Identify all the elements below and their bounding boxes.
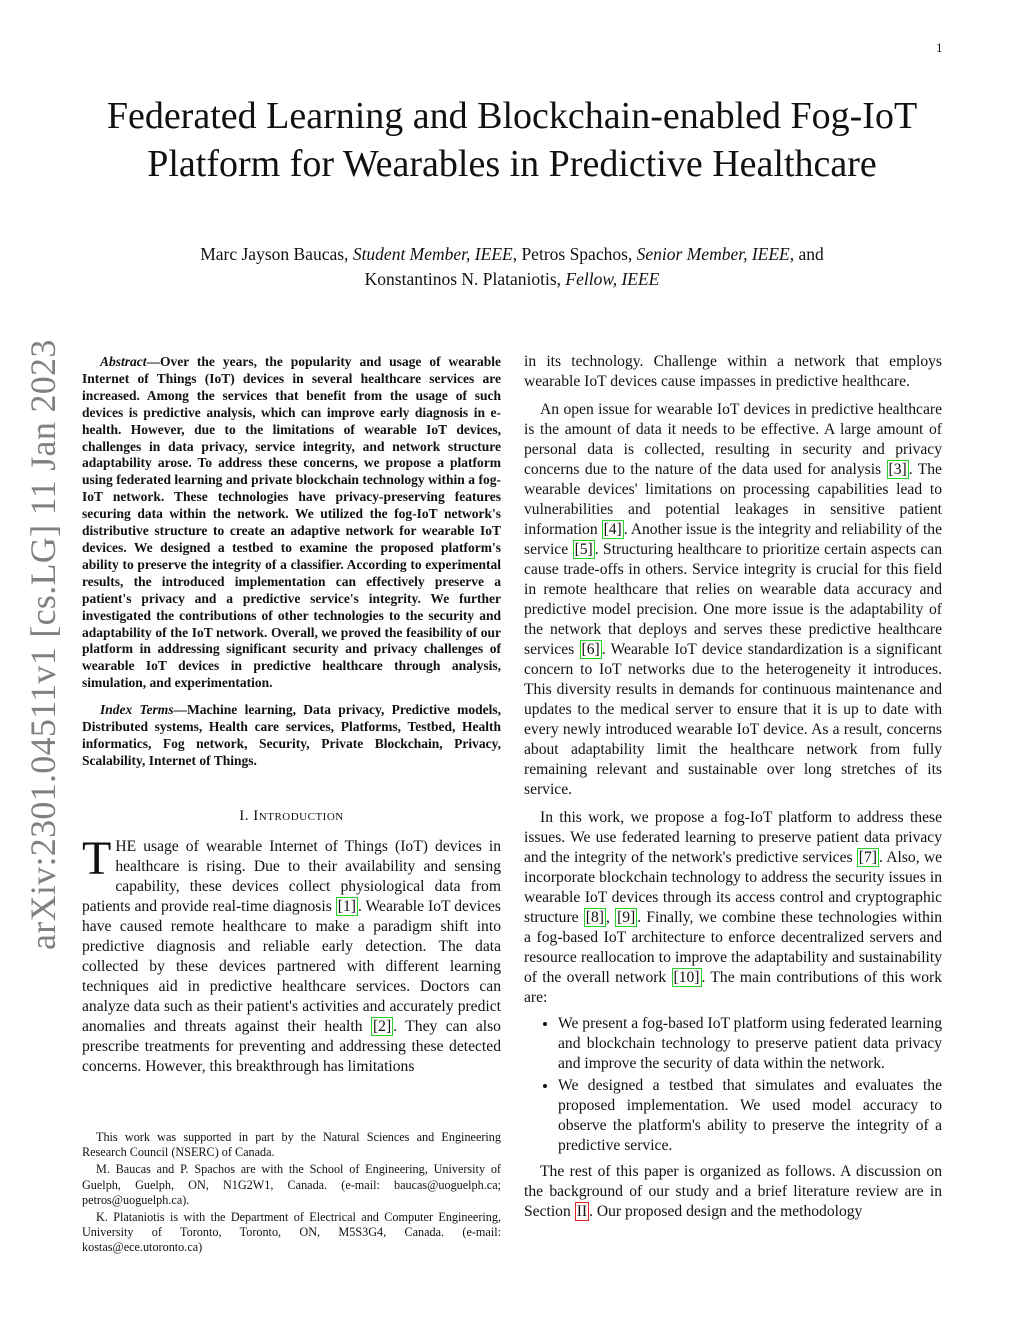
abstract <box>82 354 501 692</box>
footnote: K. Plataniotis is with the Department of Electrical and Computer Engineering, University of Toronto, Toronto, ON, M5S3G4, Canada. (e-mail: kostas@ece.utoronto.ca) <box>82 1210 501 1255</box>
author-affil: Fellow, IEEE <box>565 269 660 289</box>
text-run: The rest of this paper is organized as follows. A discussion on the background of our study and a brief literature review are in Section <box>524 1163 942 1220</box>
index-terms-text: —Machine learning, Data privacy, Predictive models, Distributed systems, Health care services, Platforms, Testbed, Health informatics, Fog network, Security, Private Blockchain, Privacy, Scalability, Internet of Things. <box>82 702 502 768</box>
text-run: . Our proposed design and the methodology <box>589 1203 863 1220</box>
text-run: . Structuring healthcare to prioritize certain aspects can cause trade-offs in others. Service integrity is crucial for this field in remote healthcare that relies on wearable data accuracy and predictive model precision. One more issue is the adaptability of the network that deploys and serves these predictive healthcare services <box>524 541 943 658</box>
author-name: , Petros Spachos, <box>512 244 637 264</box>
footnote: This work was supported in part by the Natural Sciences and Engineering Research Council (NSERC) of Canada. <box>82 1130 501 1160</box>
intro-paragraph-4 <box>524 1162 942 1222</box>
page-number: 1 <box>936 40 943 55</box>
author-line-2 <box>100 267 924 292</box>
index-terms-label: Index Terms <box>100 702 174 718</box>
intro-paragraph-1-continued: in its technology. Challenge within a network that employs wearable IoT devices cause impasses in predictive healthcare. <box>524 353 942 390</box>
list-item: • We present a fog-based IoT platform using federated learning and blockchain technology to preserve patient data privacy and improve the security of data within the network. <box>558 1014 942 1074</box>
paper-title: Federated Learning and Blockchain-enabled Fog-IoT Platform for Wearables in Predictive Healthcare <box>106 95 918 185</box>
text-run: . The main contributions of this work are: <box>524 969 943 1006</box>
author-affil: Senior Member, IEEE <box>636 244 790 264</box>
text-run: . Wearable IoT devices have caused remote healthcare to make a paradigm shift into predictive diagnosis and reliable early detection. The data collected by these devices partnered with different learning techniques aid in predictive healthcare services. Doctors can analyze data such as their patient's activities and accurately predict anomalies and threats against their health <box>82 897 501 1035</box>
author-conj: , and <box>789 244 824 264</box>
text-run: . They can also prescribe treatments for preventing and addressing these detected concerns. However, this breakthrough has limitations <box>82 1017 501 1075</box>
author-line-1 <box>100 242 924 267</box>
text-run: . The wearable devices' limitations on processing capabilities lead to vulnerabilities and potential leakages in sensitive patient information <box>524 461 942 538</box>
text-run: In this work, we propose a fog-IoT platform to address these issues. We use federated learning to preserve patient data privacy and the integrity of the network's predictive services <box>524 809 942 866</box>
author-name: Konstantinos N. Plataniotis, <box>364 269 566 289</box>
abstract-label: Abstract <box>100 354 147 369</box>
arxiv-stamp: arXiv:2301.04511v1 [cs.LG] 11 Jan 2023 <box>23 339 63 950</box>
index-terms <box>82 702 501 770</box>
citation-link[interactable]: [6] <box>581 641 600 658</box>
text-run: . Wearable IoT device standardization is a significant concern to IoT networks due to the heterogeneity it introduces. This diversity results in demands for continuous maintenance and updates to the medical server to ensure that it is up to date with every newly introduced wearable IoT device. As a result, concerns about adaptability limit the healthcare network from fully remaining relevant and sustainable over long stretches of its service. <box>524 641 942 798</box>
text-run: . Finally, we combine these technologies within a fog-based IoT architecture to enforce decentralized servers and resource reallocation to improve the adaptability and sustainability of the overall network <box>524 909 942 986</box>
author-affil: Student Member, IEEE <box>352 244 513 264</box>
section-link[interactable]: II <box>576 1203 588 1220</box>
citation-link[interactable]: [1] <box>337 897 356 915</box>
author-name: Marc Jayson Baucas, <box>200 244 353 264</box>
citation-link[interactable]: [8] <box>585 909 604 926</box>
intro-paragraph-1 <box>82 831 501 1077</box>
text-run: An open issue for wearable IoT devices in predictive healthcare is the amount of data it needs to be effective. A large amount of personal data is collected, resulting in security and privacy concerns due to the nature of the data used for analysis <box>524 401 942 478</box>
intro-paragraph-2 <box>524 400 942 800</box>
text-run: , <box>605 909 616 926</box>
citation-link[interactable]: [4] <box>603 521 622 538</box>
list-item: • We designed a testbed that simulates and evaluates the proposed implementation. We used model accuracy to observe the platform's ability to preserve the integrity of a predictive service. <box>558 1076 942 1156</box>
citation-link[interactable]: [5] <box>574 541 593 558</box>
author-list <box>100 242 924 292</box>
right-column <box>524 352 942 1222</box>
citation-link[interactable]: [2] <box>372 1017 392 1035</box>
text-run: . Another issue is the integrity and reliability of the service <box>524 521 942 558</box>
text-run: . Also, we incorporate blockchain technology to address the security issues in wearable IoT devices through its access control and cryptographic structure <box>524 849 943 926</box>
citation-link[interactable]: [10] <box>673 969 700 986</box>
section-title: Introduction <box>253 807 344 824</box>
section-number: I. <box>239 807 254 824</box>
abstract-text: —Over the years, the popularity and usage of wearable Internet of Things (IoT) devices in several healthcare services are increased. Among the services that benefit from the usage of such devices is predictive analysis, which can improve early diagnosis in e-health. However, due to the limitations of wearable IoT devices, challenges in data privacy, service integrity, and network structure adaptability arose. To address these concerns, we propose a platform using federated learning and private blockchain technology within a fog-IoT network. These technologies have privacy-preserving features securing data within the network. We utilized the fog-IoT network's distributive structure to create an adaptive network for wearable IoT devices. We designed a testbed to examine the proposed platform's ability to preserve the integrity of a classifier. According to experimental results, the introduced implementation can effectively preserve a patient's privacy and a predictive service's integrity. We further investigated the contributions of other technologies to the security and adaptability of the IoT network. Overall, we proved the feasibility of our platform in addressing significant security and privacy challenges of wearable IoT devices in predictive healthcare through analysis, simulation, and experimentation. <box>82 354 501 691</box>
intro-paragraph-3 <box>524 808 942 1008</box>
contributions-list <box>524 1014 942 1156</box>
text-run: HE usage of wearable Internet of Things (IoT) devices in healthcare is rising. Due to their availability and sensing capability, these devices collect physiological data from patients and provide real-time diagnosis <box>82 837 501 915</box>
left-column <box>82 354 501 1077</box>
footnote: M. Baucas and P. Spachos are with the School of Engineering, University of Guelph, Guelph, ON, N1G2W1, Canada. (e-mail: baucas@uoguelph.ca; petros@uoguelph.ca). <box>82 1162 501 1207</box>
footnotes <box>82 1130 501 1258</box>
citation-link[interactable]: [3] <box>888 461 907 478</box>
section-heading <box>82 808 501 825</box>
citation-link[interactable]: [9] <box>617 909 636 926</box>
drop-cap: T <box>82 831 112 885</box>
citation-link[interactable]: [7] <box>858 849 877 866</box>
